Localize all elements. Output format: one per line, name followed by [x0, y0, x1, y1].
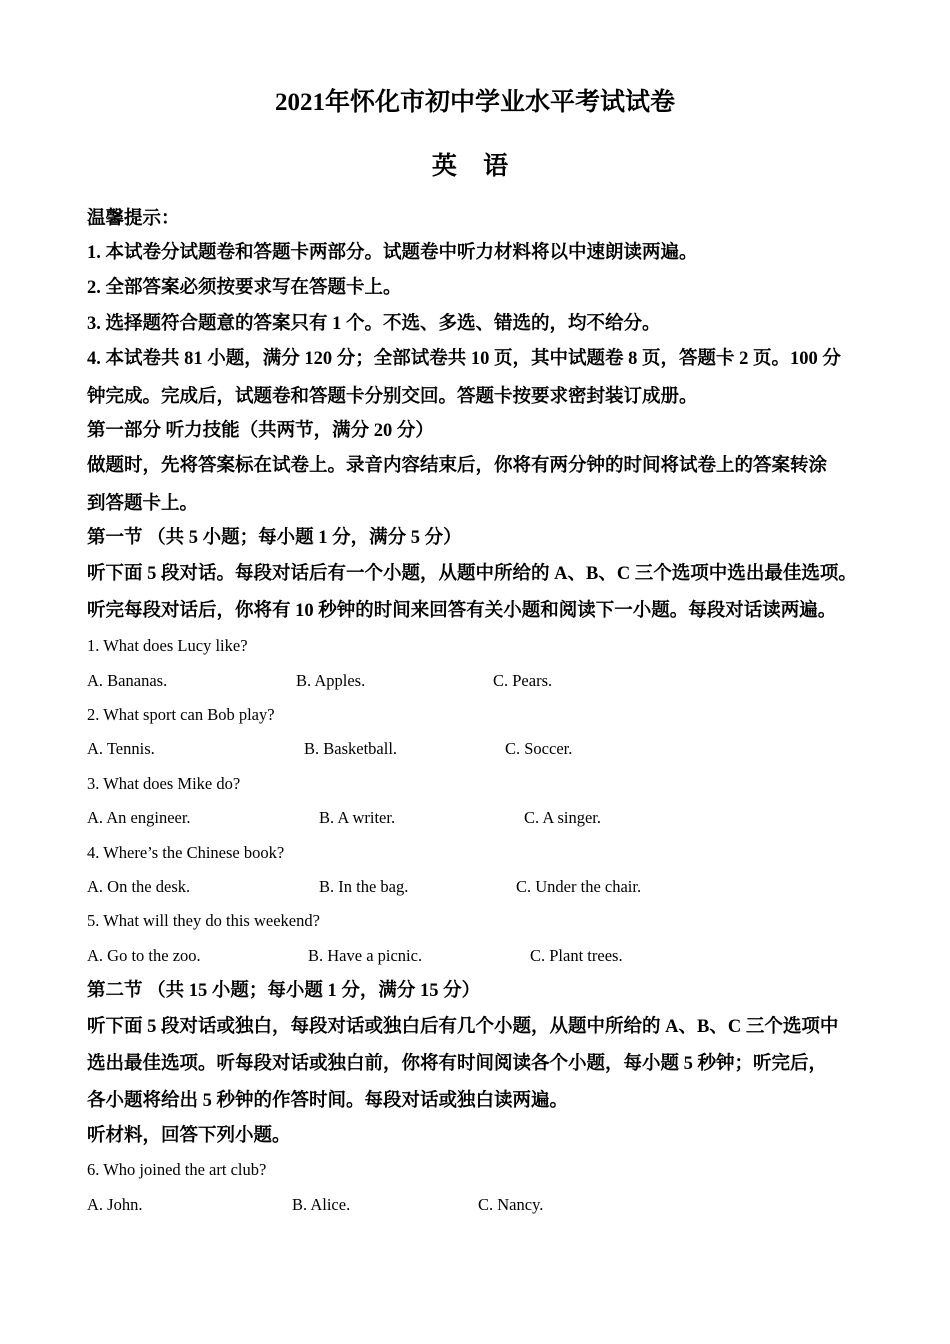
question-1-option-a: A. Bananas.: [87, 671, 168, 690]
question-6-option-c: C. Nancy.: [478, 1195, 544, 1214]
question-2-stem: 2. What sport can Bob play?: [87, 705, 275, 724]
question-6-stem: 6. Who joined the art club?: [87, 1160, 267, 1179]
exam-title: 2021年怀化市初中学业水平考试试卷: [274, 89, 675, 116]
section2-heading: 第二节 （共 15 小题；每小题 1 分，满分 15 分）: [87, 981, 481, 1001]
part1-instruction-1: 做题时，先将答案标在试卷上。录音内容结束后，你将有两分钟的时间将试卷上的答案转涂: [87, 456, 828, 476]
question-3-option-c: C. A singer.: [524, 808, 602, 827]
notice-heading: 温馨提示：: [87, 209, 180, 229]
question-1-option-b: B. Apples.: [296, 671, 366, 690]
question-3-stem: 3. What does Mike do?: [87, 774, 241, 793]
question-4-option-b: B. In the bag.: [319, 877, 409, 896]
question-2-option-a: A. Tennis.: [87, 739, 155, 758]
question-4-option-a: A. On the desk.: [87, 877, 191, 896]
notice-line-5: 钟完成。完成后，试题卷和答题卡分别交回。答题卡按要求密封装订成册。: [87, 387, 698, 407]
question-6-option-b: B. Alice.: [292, 1195, 351, 1214]
section1-instruction-2: 听完每段对话后，你将有 10 秒钟的时间来回答有关小题和阅读下一小题。每段对话读两遍。: [87, 601, 837, 621]
question-4-stem: 4. Where’s the Chinese book?: [87, 843, 285, 862]
notice-line-2: 2. 全部答案必须按要求写在答题卡上。: [87, 278, 402, 298]
notice-line-1: 1. 本试卷分试题卷和答题卡两部分。试题卷中听力材料将以中速朗读两遍。: [87, 243, 698, 263]
question-1-option-c: C. Pears.: [493, 671, 553, 690]
section2-instruction-1: 听下面 5 段对话或独白，每段对话或独白后有几个小题，从题中所给的 A、B、C 三个选项中: [87, 1017, 839, 1037]
section1-heading: 第一节 （共 5 小题；每小题 1 分，满分 5 分）: [87, 528, 462, 548]
question-5-option-c: C. Plant trees.: [530, 946, 623, 965]
question-2-option-c: C. Soccer.: [505, 739, 573, 758]
question-5-option-b: B. Have a picnic.: [308, 946, 423, 965]
notice-line-3: 3. 选择题符合题意的答案只有 1 个。不选、多选、错选的，均不给分。: [87, 314, 661, 334]
subject-title: 英 语: [431, 153, 519, 180]
question-3-option-a: A. An engineer.: [87, 808, 191, 827]
question-2-option-b: B. Basketball.: [304, 739, 398, 758]
section2-instruction-2: 选出最佳选项。听每段对话或独白前，你将有时间阅读各个小题，每小题 5 秒钟；听完后，: [87, 1054, 828, 1074]
part1-heading: 第一部分 听力技能（共两节，满分 20 分）: [87, 421, 434, 441]
question-6-option-a: A. John.: [87, 1195, 143, 1214]
section1-instruction-1: 听下面 5 段对话。每段对话后有一个小题，从题中所给的 A、B、C 三个选项中选出最佳选项。: [87, 564, 857, 584]
question-1-stem: 1. What does Lucy like?: [87, 636, 248, 655]
question-3-option-b: B. A writer.: [319, 808, 396, 827]
question-4-option-c: C. Under the chair.: [516, 877, 642, 896]
section2-instruction-3: 各小题将给出 5 秒钟的作答时间。每段对话或独白读两遍。: [87, 1091, 569, 1111]
notice-line-4: 4. 本试卷共 81 小题，满分 120 分；全部试卷共 10 页，其中试题卷 8 页，答题卡 2 页。100 分: [87, 349, 841, 369]
question-5-stem: 5. What will they do this weekend?: [87, 911, 320, 930]
question-5-option-a: A. Go to the zoo.: [87, 946, 201, 965]
material-prompt: 听材料，回答下列小题。: [87, 1126, 291, 1146]
part1-instruction-2: 到答题卡上。: [87, 494, 199, 514]
